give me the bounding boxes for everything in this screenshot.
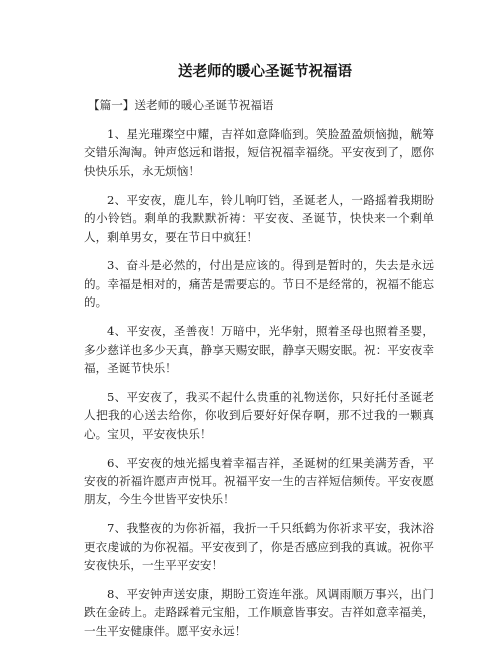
blessing-paragraph-2: 2、平安夜，鹿儿车，铃儿响叮铛，圣诞老人，一路摇着我期盼的小铃铛。剩单的我默默祈祷：平安夜、圣诞节，快快来一个剩单人，剩单男女，要在节日中疯狂！ [84, 192, 434, 244]
section-heading: 【篇一】送老师的暖心圣诞节祝福语 [88, 98, 274, 112]
blessing-paragraph-8: 8、平安钟声送安康，期盼工资连年涨。风调雨顺万事兴，出门跌在金砖上。走路踩着元宝船，工作顺意皆事安。吉祥如意幸福美，一生平安健康伴。愿平安永远！ [84, 587, 434, 638]
blessing-paragraph-1: 1、星光璀璨空中耀，吉祥如意降临到。笑脸盈盈烦恼抛，觥筹交错乐淘淘。钟声悠远和谐报，短信祝福幸福绕。平安夜到了，愿你快快乐乐，永无烦恼！ [84, 127, 434, 178]
blessing-paragraph-3: 3、奋斗是必然的，付出是应该的。得到是暂时的，失去是永远的。幸福是相对的，痛苦是需要忘的。节日不是经常的，祝福不能忘的。 [84, 258, 434, 310]
blessing-paragraph-4: 4、平安夜，圣善夜！万暗中，光华射，照着圣母也照着圣婴，多少慈详也多少天真，静享天赐安眠，静享天赐安眠。祝：平安夜幸福，圣诞节快乐！ [84, 324, 434, 375]
blessing-paragraph-5: 5、平安夜了，我买不起什么贵重的礼物送你，只好托付圣诞老人把我的心送去给你，你收到后要好好保存啊，那不过我的一颗真心。宝贝，平安夜快乐！ [84, 389, 434, 441]
blessing-paragraph-6: 6、平安夜的烛光摇曳着幸福吉祥，圣诞树的红果美满芳香，平安夜的祈福许愿声声悦耳。祝福平安一生的吉祥短信频传。平安夜愿朋友，今生今世皆平安快乐！ [84, 455, 434, 507]
blessing-paragraph-7: 7、我整夜的为你祈福，我折一千只纸鹤为你祈求平安，我沐浴更衣虔诚的为你祝福。平安夜到了，你是否感应到我的真诚。祝你平安夜快乐，一生平平安安！ [84, 521, 434, 573]
document-title: 送老师的暖心圣诞节祝福语 [178, 64, 352, 80]
